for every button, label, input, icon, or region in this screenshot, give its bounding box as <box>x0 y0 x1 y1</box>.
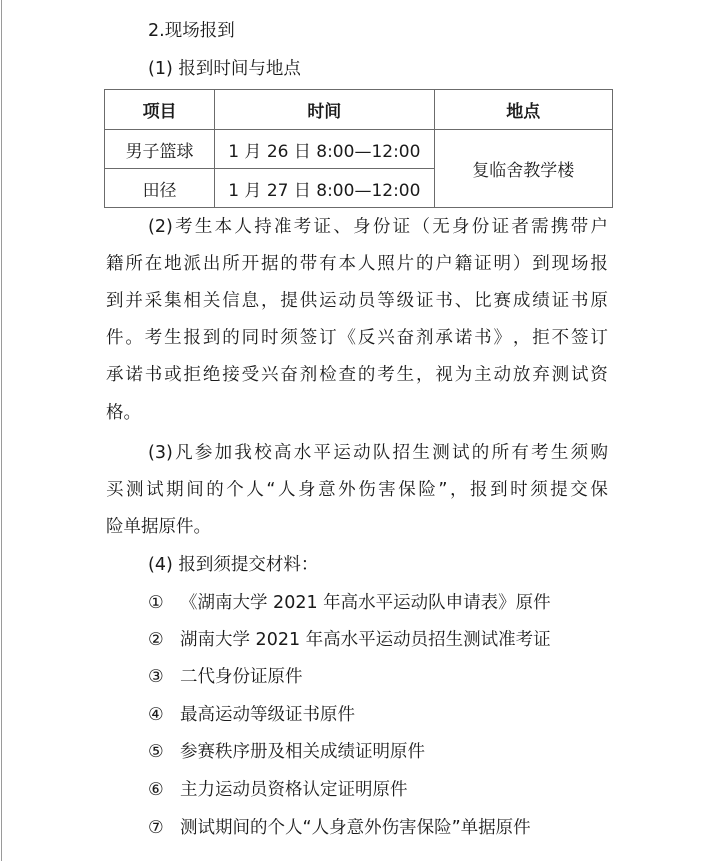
paragraph-char: 所 <box>222 254 240 274</box>
paragraph-char: 片 <box>396 254 415 274</box>
paragraph-char: 照 <box>377 254 395 274</box>
paragraph-char: 交 <box>570 480 588 500</box>
paragraph-char: 本 <box>338 254 356 274</box>
list-item-number: ③ <box>148 667 164 687</box>
paragraph-char: 本 <box>214 217 233 237</box>
subsection-heading: (1) 报到时间与地点 <box>148 59 301 79</box>
paragraph-char: 加 <box>214 443 233 463</box>
paragraph-char: 害 <box>378 480 396 500</box>
table-header-row <box>105 90 613 130</box>
paragraph-char: 同 <box>241 328 260 348</box>
list-item-number: ④ <box>148 705 164 725</box>
paragraph-char: 件 <box>106 328 124 348</box>
paragraph-char: 考 <box>175 217 193 237</box>
paragraph-char: 提 <box>550 480 568 500</box>
paragraph-char: 拒 <box>183 365 201 385</box>
paragraph-char: 外 <box>338 480 356 500</box>
list-item-text: 主力运动员资格认定证明原件 <box>180 780 408 800</box>
paragraph-char: 信 <box>222 291 240 311</box>
paragraph-char: 奋 <box>396 328 415 348</box>
paragraph-char: 出 <box>202 254 221 274</box>
paragraph-char: 有 <box>511 443 529 463</box>
paragraph-char: 书 <box>571 291 589 311</box>
paragraph-char: 。 <box>125 328 143 348</box>
paragraph-char: 考 <box>377 365 395 385</box>
paragraph-char: ， <box>261 291 279 311</box>
paragraph-char: 报 <box>183 328 201 348</box>
paragraph-char: 到 <box>106 291 124 311</box>
paragraph-char: 意 <box>318 480 336 500</box>
list-item-number: ⑤ <box>148 742 164 762</box>
list-item <box>148 740 425 764</box>
paragraph-char: ， <box>450 480 468 500</box>
paragraph-char: 购 <box>590 443 608 463</box>
paragraph-char: 场 <box>571 254 589 274</box>
paragraph-char: 到 <box>490 480 508 500</box>
paragraph-char: 采 <box>144 291 163 311</box>
list-item-text: 最高运动等级证书原件 <box>180 705 355 725</box>
paragraph-char: 《 <box>338 328 356 348</box>
paragraph-line <box>148 215 608 239</box>
paragraph-char: 携 <box>550 217 569 237</box>
subsection-heading: (4) 报到须提交材料： <box>148 555 319 575</box>
paragraph-line: 格。 <box>106 403 141 423</box>
paragraph-char: 弃 <box>532 365 550 385</box>
paragraph-char: 险 <box>418 480 436 500</box>
paragraph-char: 保 <box>590 480 608 500</box>
paragraph-char: 明 <box>493 254 511 274</box>
paragraph-char: 、 <box>454 291 473 311</box>
list-item-text: 《湖南大学 2021 年高水平运动队申请表》原件 <box>180 593 551 613</box>
paragraph-line <box>106 363 608 387</box>
paragraph-char: 试 <box>146 480 164 500</box>
paragraph-char: 剂 <box>299 365 318 385</box>
paragraph-char: 考 <box>531 443 549 463</box>
paragraph-char: 证 <box>474 254 492 274</box>
paragraph-char: 无 <box>432 217 450 237</box>
paragraph-char: 派 <box>183 254 201 274</box>
paragraph-char: 剂 <box>416 328 434 348</box>
paragraph-char: 需 <box>531 217 549 237</box>
paragraph-char: 时 <box>510 480 528 500</box>
paragraph-char: 生 <box>550 443 569 463</box>
paragraph-char: 个 <box>226 480 244 500</box>
paragraph-char: 到 <box>532 254 550 274</box>
paragraph-char: 期 <box>166 480 184 500</box>
paragraph-char: 报 <box>590 254 608 274</box>
paragraph-char: 比 <box>474 291 492 311</box>
paragraph-char: 放 <box>512 365 531 385</box>
table-row <box>105 130 613 169</box>
paragraph-char: 生 <box>396 365 415 385</box>
paragraph-char: 户 <box>590 217 608 237</box>
paragraph-char: 份 <box>471 217 490 237</box>
paragraph-char: 者 <box>511 217 529 237</box>
table-header-cell: 时间 <box>215 90 434 130</box>
paragraph-char: 到 <box>202 328 221 348</box>
paragraph-char: 伤 <box>358 480 376 500</box>
list-item-text: 湖南大学 2021 年高水平运动员招生测试准考证 <box>180 630 551 650</box>
paragraph-char: 带 <box>299 254 318 274</box>
paragraph-char: 考 <box>293 217 312 237</box>
paragraph-char: 奋 <box>280 365 298 385</box>
paragraph-char: (2) <box>148 217 173 237</box>
paragraph-char: 所 <box>491 443 510 463</box>
paragraph-char: 运 <box>319 291 337 311</box>
paragraph-char: 凡 <box>175 443 193 463</box>
paragraph-char: 提 <box>280 291 298 311</box>
page-border-line <box>1 0 2 861</box>
paragraph-line: 险单据原件。 <box>106 517 211 537</box>
paragraph-char: 证 <box>551 291 570 311</box>
paragraph-char: 的 <box>206 480 224 500</box>
list-item-number: ① <box>148 593 164 613</box>
list-item-text: 参赛秩序册及相关成绩证明原件 <box>180 742 425 762</box>
paragraph-char: 报 <box>470 480 488 500</box>
paragraph-char: 身 <box>298 480 316 500</box>
paragraph-char: 水 <box>293 443 312 463</box>
paragraph-line <box>106 252 608 276</box>
paragraph-char: 持 <box>254 217 272 237</box>
table-cell-item: 田径 <box>105 169 215 208</box>
paragraph-char: 签 <box>571 328 589 348</box>
paragraph-char: 赛 <box>493 291 511 311</box>
paragraph-char: 准 <box>273 217 292 237</box>
table-header-cell: 地点 <box>434 90 612 130</box>
paragraph-char: 的 <box>471 443 490 463</box>
paragraph-char: 证 <box>491 217 510 237</box>
paragraph-char: 级 <box>396 291 415 311</box>
paragraph-char: 原 <box>590 291 608 311</box>
paragraph-line <box>148 441 608 465</box>
list-item <box>148 628 551 652</box>
paragraph-line <box>106 478 608 502</box>
paragraph-char: 有 <box>319 254 337 274</box>
paragraph-char: 视 <box>435 365 453 385</box>
paragraph-char: 反 <box>357 328 376 348</box>
paragraph-char: 订 <box>590 328 608 348</box>
paragraph-char: 绝 <box>202 365 221 385</box>
paragraph-char: 现 <box>551 254 570 274</box>
paragraph-char: 须 <box>570 443 589 463</box>
table-cell-time: 1 月 26 日 8:00—12:00 <box>215 130 434 169</box>
paragraph-char: 考 <box>144 328 163 348</box>
paragraph-char: 试 <box>571 365 589 385</box>
paragraph-char: 供 <box>299 291 318 311</box>
paragraph-char: 买 <box>106 480 124 500</box>
paragraph-char: 等 <box>377 291 395 311</box>
paragraph-char: 不 <box>551 328 570 348</box>
paragraph-char: 动 <box>493 365 511 385</box>
paragraph-char: 证 <box>416 291 434 311</box>
paragraph-char: 诺 <box>125 365 143 385</box>
paragraph-char: 诺 <box>454 328 473 348</box>
paragraph-char: 队 <box>372 443 391 463</box>
list-item <box>148 816 531 840</box>
paragraph-char: 的 <box>222 328 240 348</box>
paragraph-char: 关 <box>202 291 221 311</box>
paragraph-char: 订 <box>319 328 337 348</box>
section-heading: 2.现场报到 <box>148 21 235 41</box>
paragraph-char: 人 <box>234 217 252 237</box>
paragraph-char: 书 <box>144 365 163 385</box>
paragraph-char: 份 <box>372 217 391 237</box>
paragraph-char: 间 <box>186 480 204 500</box>
paragraph-char: 我 <box>234 443 252 463</box>
paragraph-char: 书 <box>474 328 492 348</box>
paragraph-char: (3) <box>148 443 173 463</box>
paragraph-char: 身 <box>353 217 371 237</box>
paragraph-char: 主 <box>474 365 492 385</box>
paragraph-char: 高 <box>273 443 292 463</box>
list-item-number: ⑥ <box>148 780 164 800</box>
list-item <box>148 665 303 689</box>
paragraph-char: 拒 <box>532 328 550 348</box>
paragraph-char: 测 <box>551 365 570 385</box>
paragraph-char: 》 <box>493 328 511 348</box>
paragraph-char: 开 <box>241 254 260 274</box>
paragraph-char: 员 <box>357 291 376 311</box>
paragraph-char: 据 <box>261 254 279 274</box>
paragraph-char: 受 <box>241 365 260 385</box>
paragraph-char: 测 <box>432 443 450 463</box>
table-header-cell: 项目 <box>105 90 215 130</box>
paragraph-char: 集 <box>164 291 182 311</box>
list-item <box>148 703 355 727</box>
table-cell-location: 复临舍教学楼 <box>434 130 612 208</box>
table-cell-time: 1 月 27 日 8:00—12:00 <box>215 169 434 208</box>
paragraph-char: 参 <box>194 443 213 463</box>
paragraph-char: ） <box>512 254 531 274</box>
paragraph-char: 地 <box>164 254 182 274</box>
paragraph-char: “ <box>266 480 276 500</box>
paragraph-char: 承 <box>435 328 453 348</box>
paragraph-char: 平 <box>313 443 332 463</box>
paragraph-char: 接 <box>222 365 240 385</box>
paragraph-char: 身 <box>452 217 470 237</box>
paragraph-char: （ <box>412 217 430 237</box>
paragraph-char: ” <box>438 480 448 500</box>
paragraph-char: 测 <box>126 480 144 500</box>
paragraph-char: 试 <box>452 443 470 463</box>
paragraph-char: 息 <box>241 291 260 311</box>
paragraph-char: 户 <box>435 254 453 274</box>
paragraph-char: 校 <box>254 443 272 463</box>
paragraph-char: 成 <box>512 291 531 311</box>
paragraph-char: 、 <box>333 217 351 237</box>
list-item-text: 二代身份证原件 <box>180 667 303 687</box>
paragraph-char: 并 <box>125 291 143 311</box>
paragraph-char: 在 <box>144 254 163 274</box>
paragraph-char: 籍 <box>106 254 124 274</box>
paragraph-char: 证 <box>392 217 411 237</box>
paragraph-char: 运 <box>333 443 351 463</box>
paragraph-char: 须 <box>280 328 298 348</box>
paragraph-char: ， <box>416 365 434 385</box>
list-item-text: 测试期间的个人“人身意外伤害保险”单据原件 <box>180 818 531 838</box>
paragraph-char: 人 <box>357 254 376 274</box>
paragraph-char: 相 <box>183 291 201 311</box>
paragraph-char: 动 <box>353 443 371 463</box>
paragraph-char: 的 <box>416 254 434 274</box>
list-item-number: ⑦ <box>148 818 164 838</box>
paragraph-char: 资 <box>590 365 608 385</box>
paragraph-char: 时 <box>261 328 279 348</box>
list-item-number: ② <box>148 630 164 650</box>
paragraph-char: 的 <box>357 365 376 385</box>
paragraph-char: ， <box>512 328 531 348</box>
paragraph-char: 须 <box>530 480 548 500</box>
paragraph-char: 绩 <box>532 291 550 311</box>
paragraph-char: 为 <box>454 365 473 385</box>
paragraph-char: 兴 <box>261 365 279 385</box>
list-item <box>148 778 408 802</box>
paragraph-char: 承 <box>106 365 124 385</box>
list-item <box>148 591 551 615</box>
paragraph-char: 兴 <box>377 328 395 348</box>
paragraph-char: 生 <box>194 217 213 237</box>
paragraph-char: 证 <box>313 217 332 237</box>
table-cell-item: 男子篮球 <box>105 130 215 169</box>
paragraph-line <box>106 326 608 350</box>
paragraph-char: 生 <box>412 443 430 463</box>
paragraph-char: 书 <box>435 291 453 311</box>
paragraph-char: 或 <box>164 365 182 385</box>
paragraph-char: 保 <box>398 480 416 500</box>
paragraph-line <box>106 289 608 313</box>
paragraph-char: 人 <box>246 480 264 500</box>
paragraph-char: 的 <box>280 254 298 274</box>
paragraph-char: 签 <box>299 328 318 348</box>
paragraph-char: 招 <box>392 443 411 463</box>
paragraph-char: 人 <box>278 480 296 500</box>
paragraph-char: 检 <box>319 365 337 385</box>
registration-table <box>104 89 613 208</box>
paragraph-char: 带 <box>570 217 589 237</box>
paragraph-char: 查 <box>338 365 356 385</box>
paragraph-char: 所 <box>125 254 143 274</box>
paragraph-char: 籍 <box>454 254 473 274</box>
paragraph-char: 生 <box>164 328 182 348</box>
paragraph-char: 动 <box>338 291 356 311</box>
